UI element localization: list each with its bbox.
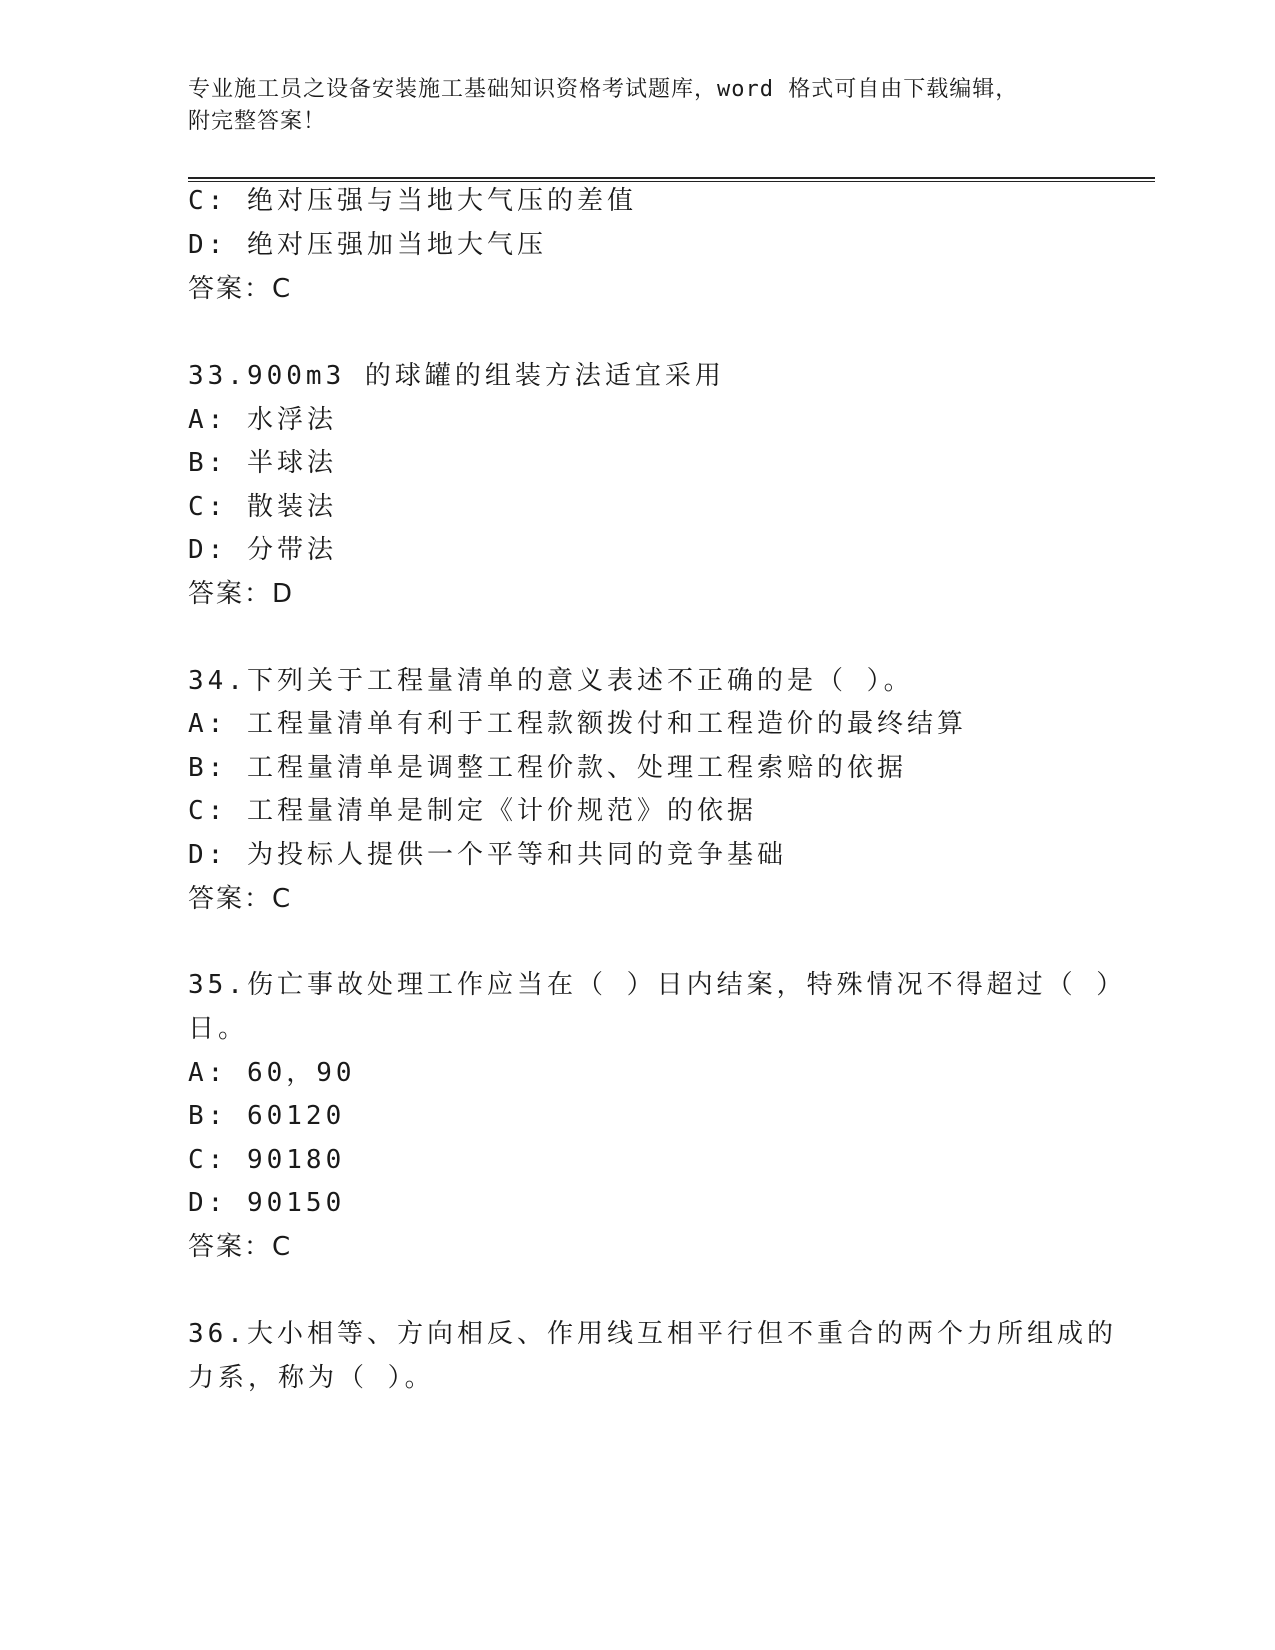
header-title-line-1: 专业施工员之设备安装施工基础知识资格考试题库，word 格式可自由下载编辑， bbox=[188, 77, 1019, 102]
q35-stem-line-2: 日。 bbox=[188, 1014, 249, 1044]
prev-option-d: D: 绝对压强加当地大气压 bbox=[188, 230, 547, 260]
q36-stem-line-1: 36.大小相等、方向相反、作用线互相平行但不重合的两个力所组成的 bbox=[188, 1319, 1117, 1349]
q33-option-c: C: 散装法 bbox=[188, 492, 337, 522]
header-title-line-2: 附完整答案！ bbox=[188, 109, 327, 134]
q33-option-d: D: 分带法 bbox=[188, 535, 337, 565]
q34-option-b: B: 工程量清单是调整工程价款、处理工程索赔的依据 bbox=[188, 753, 907, 783]
prev-option-c: C: 绝对压强与当地大气压的差值 bbox=[188, 186, 637, 216]
q33-stem: 33.900m3 的球罐的组装方法适宜采用 bbox=[188, 361, 725, 391]
q34-option-d: D: 为投标人提供一个平等和共同的竞争基础 bbox=[188, 840, 787, 870]
q35-option-a: A: 60，90 bbox=[188, 1058, 356, 1088]
q34-option-c: C: 工程量清单是制定《计价规范》的依据 bbox=[188, 796, 757, 826]
q36-stem-line-2: 力系，称为（ ）。 bbox=[188, 1363, 435, 1393]
q33-option-b: B: 半球法 bbox=[188, 448, 337, 478]
prev-answer: 答案：C bbox=[188, 274, 293, 304]
header-divider bbox=[188, 177, 1155, 182]
q34-option-a: A: 工程量清单有利于工程款额拨付和工程造价的最终结算 bbox=[188, 709, 967, 739]
q35-option-d: D: 90150 bbox=[188, 1188, 346, 1218]
document-header bbox=[188, 74, 1088, 138]
q35-option-b: B: 60120 bbox=[188, 1101, 346, 1131]
q35-stem-line-1: 35.伤亡事故处理工作应当在（ ）日内结案，特殊情况不得超过（ ） bbox=[188, 970, 1127, 1000]
q35-answer: 答案：C bbox=[188, 1232, 293, 1262]
q33-answer: 答案：D bbox=[188, 579, 295, 609]
q33-option-a: A: 水浮法 bbox=[188, 405, 337, 435]
q34-answer: 答案：C bbox=[188, 884, 293, 914]
q34-stem: 34.下列关于工程量清单的意义表述不正确的是（ ）。 bbox=[188, 666, 914, 696]
q35-option-c: C: 90180 bbox=[188, 1145, 346, 1175]
